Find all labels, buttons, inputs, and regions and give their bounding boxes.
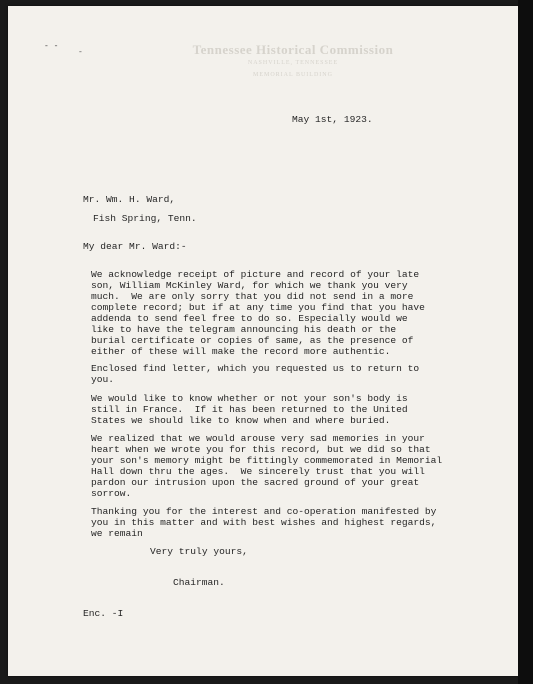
- text-line: you.: [91, 374, 115, 385]
- closing: Very truly yours,: [150, 546, 248, 557]
- text-line: sorrow.: [91, 488, 132, 499]
- text-line: complete record; but if at any time you find that you have: [91, 302, 425, 313]
- salutation: My dear Mr. Ward:-: [83, 241, 187, 252]
- letterhead-title: Tennessee Historical Commission: [192, 42, 394, 57]
- text-line: addenda to send feel free to do so. Especially would we: [91, 313, 408, 324]
- text-line: pardon our intrusion upon the sacred ground of your great: [91, 477, 420, 488]
- text-line: Hall down thru the ages. We sincerely trust that you will: [91, 466, 425, 477]
- letter-page: [8, 6, 518, 676]
- text-line: we remain: [91, 528, 143, 539]
- text-line: either of these will make the record more authentic.: [91, 346, 391, 357]
- text-line: We realized that we would arouse very sad memories in your: [91, 433, 425, 444]
- text-line: still in France. If it has been returned to the United: [91, 404, 408, 415]
- text-line: your son's memory might be fittingly commemorated in Memorial: [91, 455, 443, 466]
- text-line: much. We are only sorry that you did not send in a more: [91, 291, 414, 302]
- scan-border: [518, 0, 533, 684]
- scan-marks: - -: [44, 42, 59, 51]
- text-line: like to have the telegram announcing his death or the: [91, 324, 397, 335]
- text-line: We would like to know whether or not your son's body is: [91, 393, 408, 404]
- text-line: burial certificate or copies of same, as the presence of: [91, 335, 414, 346]
- signature-title: Chairman.: [173, 577, 225, 588]
- text-line: We acknowledge receipt of picture and record of your late: [91, 269, 420, 280]
- text-line: son, William McKinley Ward, for which we thank you very: [91, 280, 408, 291]
- enclosure-note: Enc. -I: [83, 608, 124, 619]
- scan-marks: -: [78, 48, 83, 57]
- text-line: States we should like to know when and where buried.: [91, 415, 391, 426]
- letterhead-line: MEMORIAL BUILDING: [253, 72, 333, 78]
- text-line: Enclosed find letter, which you requested us to return to: [91, 363, 420, 374]
- text-line: Thanking you for the interest and co-operation manifested by: [91, 506, 437, 517]
- letterhead-line: NASHVILLE, TENNESSEE: [247, 60, 339, 66]
- text-line: you in this matter and with best wishes and highest regards,: [91, 517, 437, 528]
- letter-date: May 1st, 1923.: [292, 114, 373, 125]
- recipient-name: Mr. Wm. H. Ward,: [83, 194, 176, 205]
- text-line: heart when we wrote you for this record, but we did so that: [91, 444, 431, 455]
- recipient-address: Fish Spring, Tenn.: [93, 213, 197, 224]
